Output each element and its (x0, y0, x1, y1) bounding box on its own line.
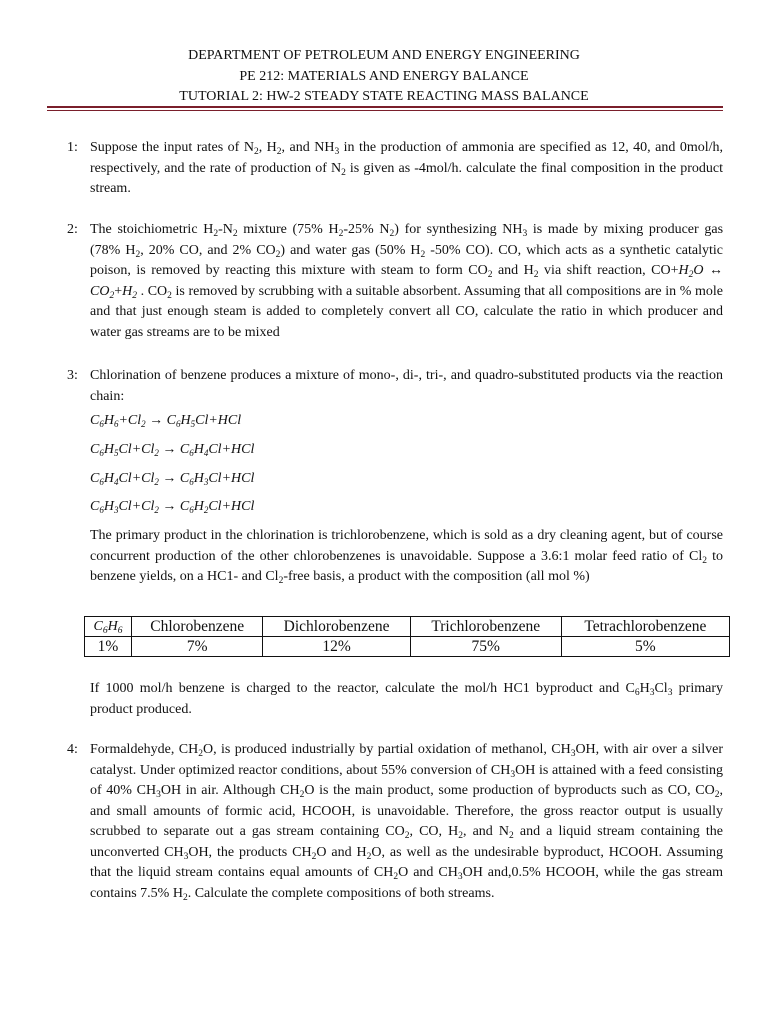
department-title: DEPARTMENT OF PETROLEUM AND ENERGY ENGINEERING (188, 48, 580, 63)
table-cell: 1% (85, 637, 132, 657)
question-3 (67, 366, 723, 588)
course-title: PE 212: MATERIALS AND ENERGY BALANCE (239, 68, 529, 84)
question-number: 2: (67, 222, 78, 237)
header-rule-thin (47, 110, 723, 111)
question-text: Suppose the input rates of $N_2$, $H_2$, and $NH_3$ in the production of ammonia are specified as 12, 40, and 0mol/h, respectively, and the rate of production of $N_2$ is given as -4mol/h. calculate the final composition in the product stream. (90, 140, 724, 196)
table-cell: 75% (410, 637, 561, 657)
table-header-cell: Chlorobenzene (131, 617, 263, 637)
question-text: Chlorination of benzene produces a mixture of mono-, di-, tri-, and quadro-substituted products via the reaction chain: (90, 368, 723, 404)
reaction-chain (90, 407, 723, 522)
reaction-equation-2: $C_6H_5Cl+Cl_2 \to C_6H_4Cl+HCl$ (90, 441, 255, 458)
header-rule-thick (47, 106, 723, 108)
table-header-row (85, 617, 730, 637)
reaction-equation-3: $C_6H_4Cl+Cl_2 \to C_6H_3Cl+HCl$ (90, 470, 255, 487)
table-row (85, 637, 730, 657)
tutorial-title: TUTORIAL 2: HW-2 STEADY STATE REACTING MASS BALANCE (179, 89, 589, 104)
table-cell: 5% (561, 637, 729, 657)
table-cell: 7% (131, 637, 263, 657)
question-text-continued: The primary product in the chlorination is trichlorobenzene, which is sold as a dry cleaning agent, but of course concurrent production of the other chlorobenzenes is unavoidable. Suppose a 3.6:1 molar feed ratio of $Cl_2$ to benzene yields, on a HC1- and $Cl_2$-free basis, a product with the composition (all mol %) (90, 528, 723, 587)
table-header-cell: Tetrachlorobenzene (561, 617, 729, 637)
question-1 (67, 138, 723, 200)
table-cell: 12% (263, 637, 410, 657)
question-text: Formaldehyde, $CH_2O$, is produced industrially by partial oxidation of methanol, $CH_3OH$, with air over a silver catalyst. Under optimized reactor conditions, about 55% conversion of $CH_3OH$ is attained with a feed consisting of 40% $CH_3OH$ in air. Although $CH_2O$ is the main product, some production of byproducts such as CO, $CO_2$, and small amounts of formic acid, HCOOH, is unavoidable. Therefore, the gross reactor output is usually scrubbed to separate out a gas stream containing $CO_2$, CO, $H_2$, and $N_2$ and a liquid stream containing the unconverted $CH_3OH$, the products $CH_2O$ and $H_2O$, as well as the undesirable byproduct, HCOOH. Assuming that the liquid stream contains equal amounts of $CH_2O$ and $CH_3OH$ and,0.5% HCOOH, while the gas stream contains 7.5% $H_2$. Calculate the complete compositions of both streams. (90, 742, 724, 903)
reaction-equation-1: $C_6H_6+Cl_2 \to C_6H_5Cl+HCl$ (90, 413, 242, 429)
question-number: 3: (67, 368, 78, 383)
question-3-followup: If 1000 mol/h benzene is charged to the reactor, calculate the mol/h HC1 byproduct and $C_6H_3Cl_3$ primary product produced. (90, 681, 723, 717)
reaction-equation-4: $C_6H_3Cl+Cl_2 \to C_6H_2Cl+HCl$ (90, 499, 255, 516)
document-header (0, 46, 768, 108)
question-number: 4: (67, 742, 78, 757)
composition-table (84, 616, 730, 657)
question-4 (67, 740, 723, 904)
question-2 (67, 220, 723, 343)
table-header-cell: Trichlorobenzene (410, 617, 561, 637)
table-header-cell: Dichlorobenzene (263, 617, 410, 637)
question-text: The stoichiometric $H_2-N_2$ mixture (75% $H_2-25\%$ $N_2$) for synthesizing $NH_3$ is made by mixing producer gas (78% $H_2$, 20% CO, and 2% $CO_2$) and water gas (50% $H_2$ -50% CO). CO, which acts as a synthetic catalytic poison, is removed by reacting this mixture with steam to form $CO_2$ and $H_2$ via shift reaction, $CO+H_2O$ ↔ $CO_2+H_2$ . $CO_2$ is removed by scrubbing with a suitable absorbent. Assuming that all compositions are in % mole and that just enough steam is added to completely convert all CO, calculate the ratio in which producer and water gas streams are to be mixed (90, 222, 724, 340)
table-header-cell: $C_6H_6$ (85, 617, 132, 637)
question-number: 1: (67, 140, 78, 155)
